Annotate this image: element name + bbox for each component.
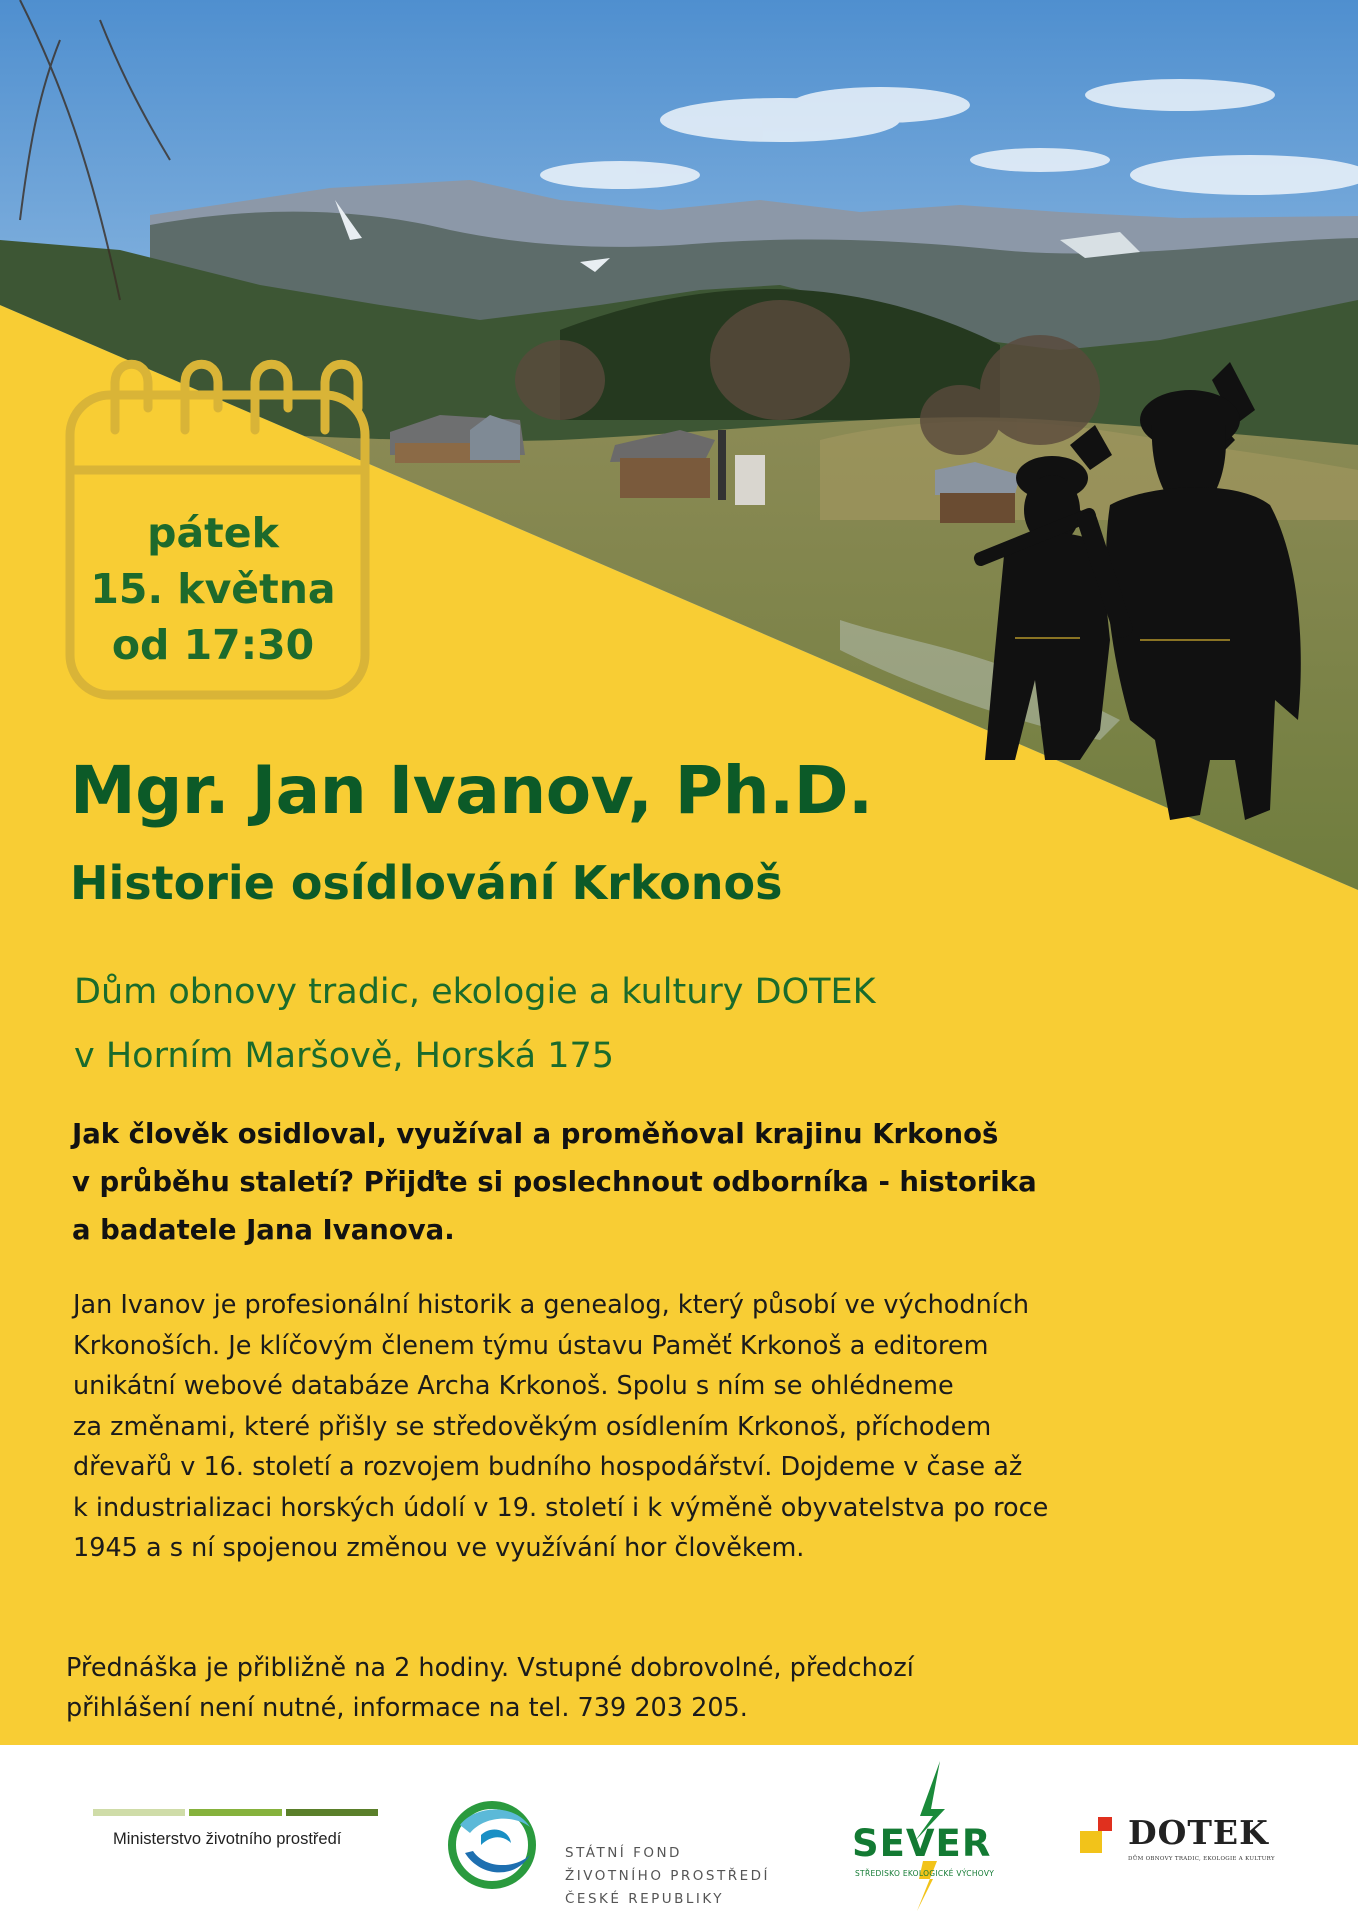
speaker-name: Mgr. Jan Ivanov, Ph.D. <box>70 752 873 829</box>
dotek-subtitle: DŮM OBNOVY TRADIC, EKOLOGIE A KULTURY <box>1128 1856 1275 1862</box>
sfzp-emblem-icon <box>445 1785 555 1895</box>
partner-logos <box>0 1745 1358 1920</box>
dotek-logo <box>1080 1813 1325 1883</box>
sfzp-line: ČESKÉ REPUBLIKY <box>565 1891 725 1907</box>
lead-line: a badatele Jana Ivanova. <box>72 1214 455 1246</box>
dotek-wordmark: DOTEK <box>1128 1813 1269 1852</box>
mzp-bar <box>286 1809 378 1816</box>
mzp-bar <box>189 1809 281 1816</box>
sever-subtitle: STŘEDISKO EKOLOGICKÉ VÝCHOVY <box>855 1869 995 1878</box>
venue-line-1: Dům obnovy tradic, ekologie a kultury DOTEK <box>74 972 876 1012</box>
bio-line: k industrializaci horských údolí v 19. století i k výměně obyvatelstva po roce <box>73 1492 1049 1523</box>
bio-paragraph <box>73 1285 1303 1569</box>
practical-info <box>66 1648 1296 1728</box>
mzp-bars <box>93 1809 378 1816</box>
mzp-logo <box>93 1809 378 1849</box>
bio-line: 1945 a s ní spojenou změnou ve využívání hor člověkem. <box>73 1533 805 1563</box>
sfzp-text <box>565 1842 770 1911</box>
bio-line: dřevařů v 16. století a rozvojem budního hospodářství. Dojdeme v čase až <box>73 1452 1023 1482</box>
talk-title: Historie osídlování Krkonoš <box>70 856 783 910</box>
venue-line-2: v Horním Maršově, Horská 175 <box>74 1036 615 1076</box>
bio-line: Jan Ivanov je profesionální historik a genealog, který působí ve východních <box>73 1290 1030 1320</box>
bio-line: unikátní webové databáze Archa Krkonoš. Spolu s ním se ohlédneme <box>73 1371 954 1401</box>
mzp-bar <box>93 1809 185 1816</box>
sfzp-line: STÁTNÍ FOND <box>565 1845 682 1861</box>
event-date-value: 15. května <box>90 565 336 613</box>
lead-line: v průběhu staletí? Přijďte si poslechnout odborníka - historika <box>72 1166 1037 1198</box>
sever-logo <box>845 1761 1015 1911</box>
bio-line: Krkonoších. Je klíčovým členem týmu ústavu Paměť Krkonoš a editorem <box>73 1330 989 1361</box>
mzp-label: Ministerstvo životního prostředí <box>113 1830 342 1848</box>
venue <box>74 960 876 1088</box>
bio-line: za změnami, které přišly se středověkým osídlením Krkonoš, příchodem <box>73 1411 992 1442</box>
note-line: Přednáška je přibližně na 2 hodiny. Vstupné dobrovolné, předchozí <box>66 1653 914 1683</box>
lead-paragraph <box>72 1110 1302 1254</box>
sfzp-line: ŽIVOTNÍHO PROSTŘEDÍ <box>565 1868 770 1884</box>
event-date <box>78 505 348 673</box>
sever-wordmark: SEVER <box>852 1822 992 1865</box>
event-time: od 17:30 <box>111 621 315 669</box>
note-line: přihlášení není nutné, informace na tel. 739 203 205. <box>66 1693 748 1723</box>
dotek-mark-icon <box>1080 1813 1126 1859</box>
sfzp-logo <box>445 1785 785 1907</box>
lead-line: Jak člověk osidloval, využíval a proměňoval krajinu Krkonoš <box>72 1118 999 1150</box>
event-day: pátek <box>147 509 279 557</box>
